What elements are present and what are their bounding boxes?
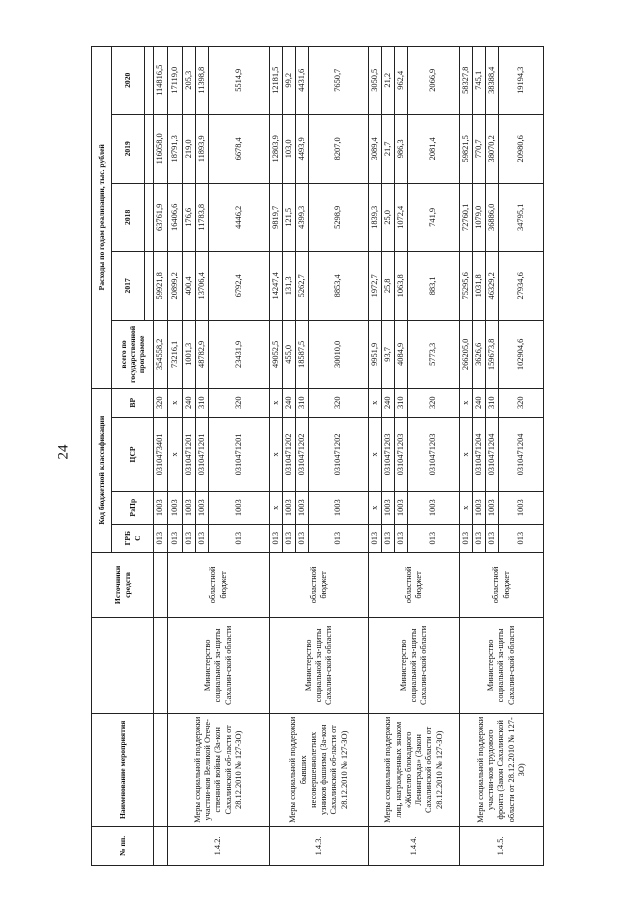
value-cell: 72760,1 bbox=[460, 184, 473, 251]
code-vr: 240 bbox=[283, 388, 296, 417]
code-vr: 310 bbox=[196, 388, 209, 417]
responsible-executor: Министерство социальной за-щиты Сахалин-ской области bbox=[270, 618, 369, 714]
measure-name: Меры социальной поддержки участни-ков трудового фронта (Закон Сахалинской области от 28.12.2010 № 127-ЗО) bbox=[460, 713, 544, 826]
rotated-page-content bbox=[91, 46, 531, 866]
value-cell: 3050,5 bbox=[369, 47, 382, 115]
value-cell: 116058,0 bbox=[154, 114, 168, 184]
value-cell: 18791,3 bbox=[168, 114, 183, 184]
header-year-2017: 2017 bbox=[112, 251, 145, 321]
value-cell: 48782,9 bbox=[196, 321, 209, 388]
code-csr: х bbox=[369, 417, 382, 491]
value-cell: 114816,5 bbox=[154, 47, 168, 115]
value-cell: 5773,3 bbox=[408, 321, 460, 388]
code-grbs: 013 bbox=[296, 524, 309, 552]
code-vr: х bbox=[168, 388, 183, 417]
value-cell: 63761,9 bbox=[154, 184, 168, 251]
code-grbs: 013 bbox=[154, 524, 168, 552]
value-cell: 75295,6 bbox=[460, 251, 473, 321]
funding-source: областной бюджет bbox=[270, 552, 369, 617]
code-grbs: 013 bbox=[369, 524, 382, 552]
code-rzpr: 1003 bbox=[183, 491, 196, 524]
code-rzpr: 1003 bbox=[309, 491, 369, 524]
table-row bbox=[460, 47, 473, 866]
responsible-executor: Министерство социальной за-щиты Сахалин-ской области bbox=[369, 618, 460, 714]
value-cell: 1063,8 bbox=[395, 251, 408, 321]
code-rzpr: 1003 bbox=[296, 491, 309, 524]
header-source: Источники средств bbox=[92, 552, 154, 617]
value-cell: 4431,6 bbox=[296, 47, 309, 115]
code-grbs: 013 bbox=[196, 524, 209, 552]
code-vr: х bbox=[270, 388, 283, 417]
header-code-vr: ВР bbox=[112, 388, 154, 417]
table-header bbox=[92, 47, 154, 866]
code-csr: 0310471201 bbox=[209, 417, 270, 491]
value-cell: 1972,7 bbox=[369, 251, 382, 321]
value-cell: 2066,9 bbox=[408, 47, 460, 115]
header-code-group: Код бюджетной классификации bbox=[92, 388, 112, 552]
code-rzpr: х bbox=[369, 491, 382, 524]
value-cell: 159673,8 bbox=[486, 321, 499, 388]
value-cell: 13706,4 bbox=[196, 251, 209, 321]
value-cell: 5514,9 bbox=[209, 47, 270, 115]
value-cell: 12803,9 bbox=[270, 114, 283, 184]
empty-cell bbox=[154, 552, 168, 617]
row-number: 1.4.3. bbox=[270, 826, 369, 865]
header-responsible bbox=[92, 618, 154, 714]
value-cell: 11783,8 bbox=[196, 184, 209, 251]
value-cell: 36886,0 bbox=[486, 184, 499, 251]
code-grbs: 013 bbox=[209, 524, 270, 552]
header-total: всего по государственной программе bbox=[112, 321, 154, 388]
value-cell: 73216,1 bbox=[168, 321, 183, 388]
value-cell: 1001,3 bbox=[183, 321, 196, 388]
value-cell: 4084,9 bbox=[395, 321, 408, 388]
code-csr: 0310471202 bbox=[283, 417, 296, 491]
code-rzpr: 1003 bbox=[408, 491, 460, 524]
code-csr: 0310471202 bbox=[309, 417, 369, 491]
code-vr: 240 bbox=[382, 388, 395, 417]
value-cell: 17119,0 bbox=[168, 47, 183, 115]
value-cell: 30010,0 bbox=[309, 321, 369, 388]
code-rzpr: 1003 bbox=[168, 491, 183, 524]
value-cell: 266205,0 bbox=[460, 321, 473, 388]
header-code-rzpr: РзПр bbox=[112, 491, 154, 524]
value-cell: 7650,7 bbox=[309, 47, 369, 115]
value-cell: 11398,8 bbox=[196, 47, 209, 115]
code-rzpr: 1003 bbox=[154, 491, 168, 524]
row-number: 1.4.5. bbox=[460, 826, 544, 865]
code-grbs: 013 bbox=[309, 524, 369, 552]
value-cell: 962,4 bbox=[395, 47, 408, 115]
code-csr: 0310471203 bbox=[408, 417, 460, 491]
code-grbs: 013 bbox=[168, 524, 183, 552]
responsible-executor: Министерство социальной за-щиты Сахалин-ской области bbox=[460, 618, 544, 714]
value-cell: 14247,4 bbox=[270, 251, 283, 321]
header-name: Наименование мероприятия bbox=[92, 713, 154, 826]
table-row-program-total bbox=[154, 47, 168, 866]
value-cell: 4446,2 bbox=[209, 184, 270, 251]
value-cell: 49052,5 bbox=[270, 321, 283, 388]
row-number: 1.4.4. bbox=[369, 826, 460, 865]
code-csr: 0310471204 bbox=[499, 417, 544, 491]
code-vr: 320 bbox=[499, 388, 544, 417]
header-year-2018: 2018 bbox=[112, 184, 145, 251]
code-csr: 0310471203 bbox=[382, 417, 395, 491]
value-cell: 18587,5 bbox=[296, 321, 309, 388]
value-cell: 21,2 bbox=[382, 47, 395, 115]
code-csr: 0310471203 bbox=[395, 417, 408, 491]
code-grbs: 013 bbox=[460, 524, 473, 552]
code-vr: 310 bbox=[486, 388, 499, 417]
code-vr: 240 bbox=[473, 388, 486, 417]
value-cell: 1079,0 bbox=[473, 184, 486, 251]
value-cell: 21,7 bbox=[382, 114, 395, 184]
value-cell: 121,5 bbox=[283, 184, 296, 251]
value-cell: 986,3 bbox=[395, 114, 408, 184]
value-cell: 770,7 bbox=[473, 114, 486, 184]
value-cell: 59821,5 bbox=[460, 114, 473, 184]
value-cell: 46329,2 bbox=[486, 251, 499, 321]
value-cell: 5298,9 bbox=[309, 184, 369, 251]
header-year-2019: 2019 bbox=[112, 114, 145, 184]
header-year-2020: 2020 bbox=[112, 47, 145, 115]
header-num: № пп. bbox=[92, 826, 154, 865]
header-code-grbs: ГРБ С bbox=[112, 524, 154, 552]
code-grbs: 013 bbox=[183, 524, 196, 552]
value-cell: 400,4 bbox=[183, 251, 196, 321]
value-cell: 4399,3 bbox=[296, 184, 309, 251]
value-cell: 20899,2 bbox=[168, 251, 183, 321]
value-cell: 38388,4 bbox=[486, 47, 499, 115]
measure-name: Меры социальной поддержки лиц, награжденных знаком «Жителю блокадного Ленинграда» (Закон Сахалинской области от 28.12.2010 № 127-ЗО) bbox=[369, 713, 460, 826]
page-number: 24 bbox=[55, 444, 72, 460]
value-cell: 5262,7 bbox=[296, 251, 309, 321]
code-grbs: 013 bbox=[382, 524, 395, 552]
value-cell: 883,1 bbox=[408, 251, 460, 321]
table-row bbox=[168, 47, 183, 866]
responsible-executor: Министерство социальной за-щиты Сахалин-ской области bbox=[168, 618, 270, 714]
code-rzpr: х bbox=[460, 491, 473, 524]
value-cell: 58327,8 bbox=[460, 47, 473, 115]
table-row bbox=[369, 47, 382, 866]
code-grbs: 013 bbox=[499, 524, 544, 552]
value-cell: 12181,5 bbox=[270, 47, 283, 115]
value-cell: 1072,4 bbox=[395, 184, 408, 251]
code-vr: 310 bbox=[395, 388, 408, 417]
value-cell: 741,9 bbox=[408, 184, 460, 251]
budget-table bbox=[91, 46, 544, 866]
value-cell: 25,8 bbox=[382, 251, 395, 321]
value-cell: 25,0 bbox=[382, 184, 395, 251]
value-cell: 3089,4 bbox=[369, 114, 382, 184]
code-csr: х bbox=[168, 417, 183, 491]
code-grbs: 013 bbox=[270, 524, 283, 552]
code-vr: х bbox=[460, 388, 473, 417]
code-vr: 310 bbox=[296, 388, 309, 417]
value-cell: 1839,3 bbox=[369, 184, 382, 251]
code-csr: 0310471201 bbox=[196, 417, 209, 491]
value-cell: 9819,7 bbox=[270, 184, 283, 251]
table-row bbox=[270, 47, 283, 866]
value-cell: 11893,9 bbox=[196, 114, 209, 184]
value-cell: 93,7 bbox=[382, 321, 395, 388]
funding-source: областной бюджет bbox=[369, 552, 460, 617]
code-grbs: 013 bbox=[473, 524, 486, 552]
code-vr: 240 bbox=[183, 388, 196, 417]
value-cell: 59921,8 bbox=[154, 251, 168, 321]
code-vr: х bbox=[369, 388, 382, 417]
value-cell: 8853,4 bbox=[309, 251, 369, 321]
code-csr: 0310473401 bbox=[154, 417, 168, 491]
value-cell: 16406,6 bbox=[168, 184, 183, 251]
value-cell: 3626,6 bbox=[473, 321, 486, 388]
measure-name: Меры социальной поддержки бывших несовершеннолетних узников фашизма (За-кон Сахалинской об-ласти от 28.12.2010 № 127-ЗО) bbox=[270, 713, 369, 826]
value-cell: 745,1 bbox=[473, 47, 486, 115]
code-vr: 320 bbox=[408, 388, 460, 417]
value-cell: 8207,0 bbox=[309, 114, 369, 184]
code-rzpr: х bbox=[270, 491, 283, 524]
code-vr: 320 bbox=[154, 388, 168, 417]
code-rzpr: 1003 bbox=[395, 491, 408, 524]
funding-source: областной бюджет bbox=[460, 552, 544, 617]
value-cell: 219,0 bbox=[183, 114, 196, 184]
code-rzpr: 1003 bbox=[283, 491, 296, 524]
value-cell: 9951,9 bbox=[369, 321, 382, 388]
value-cell: 19194,3 bbox=[499, 47, 544, 115]
code-rzpr: 1003 bbox=[473, 491, 486, 524]
funding-source: областной бюджет bbox=[168, 552, 270, 617]
value-cell: 99,2 bbox=[283, 47, 296, 115]
value-cell: 455,0 bbox=[283, 321, 296, 388]
code-grbs: 013 bbox=[283, 524, 296, 552]
value-cell: 34795,1 bbox=[499, 184, 544, 251]
row-number: 1.4.2. bbox=[168, 826, 270, 865]
value-cell: 23431,9 bbox=[209, 321, 270, 388]
value-cell: 102904,6 bbox=[499, 321, 544, 388]
code-rzpr: 1003 bbox=[196, 491, 209, 524]
empty-cell bbox=[154, 618, 168, 714]
code-rzpr: 1003 bbox=[382, 491, 395, 524]
value-cell: 6792,4 bbox=[209, 251, 270, 321]
code-grbs: 013 bbox=[395, 524, 408, 552]
code-csr: 0310471204 bbox=[473, 417, 486, 491]
empty-cell bbox=[154, 826, 168, 865]
code-csr: х bbox=[270, 417, 283, 491]
value-cell: 20980,6 bbox=[499, 114, 544, 184]
code-csr: х bbox=[460, 417, 473, 491]
code-rzpr: 1003 bbox=[499, 491, 544, 524]
value-cell: 103,0 bbox=[283, 114, 296, 184]
code-csr: 0310471204 bbox=[486, 417, 499, 491]
code-rzpr: 1003 bbox=[209, 491, 270, 524]
value-cell: 176,6 bbox=[183, 184, 196, 251]
value-cell: 2081,4 bbox=[408, 114, 460, 184]
table-body bbox=[154, 47, 544, 866]
code-rzpr: 1003 bbox=[486, 491, 499, 524]
code-vr: 320 bbox=[209, 388, 270, 417]
value-cell: 6678,4 bbox=[209, 114, 270, 184]
value-cell: 27934,6 bbox=[499, 251, 544, 321]
code-csr: 0310471201 bbox=[183, 417, 196, 491]
value-cell: 205,3 bbox=[183, 47, 196, 115]
value-cell: 1031,8 bbox=[473, 251, 486, 321]
code-vr: 320 bbox=[309, 388, 369, 417]
header-code-csr: ЦСР bbox=[112, 417, 154, 491]
value-cell: 354558,2 bbox=[154, 321, 168, 388]
value-cell: 38070,2 bbox=[486, 114, 499, 184]
empty-cell bbox=[154, 713, 168, 826]
code-csr: 0310471202 bbox=[296, 417, 309, 491]
measure-name: Меры социальной поддержки участни-ков Великой Отече-ственной войны (За-кон Сахалинской об-ласти от 28.12.2010 № 127-ЗО) bbox=[168, 713, 270, 826]
value-cell: 131,3 bbox=[283, 251, 296, 321]
code-grbs: 013 bbox=[486, 524, 499, 552]
code-grbs: 013 bbox=[408, 524, 460, 552]
value-cell: 4493,9 bbox=[296, 114, 309, 184]
header-expense-group: Расходы по годам реализации, тыс. рублей bbox=[92, 47, 112, 389]
